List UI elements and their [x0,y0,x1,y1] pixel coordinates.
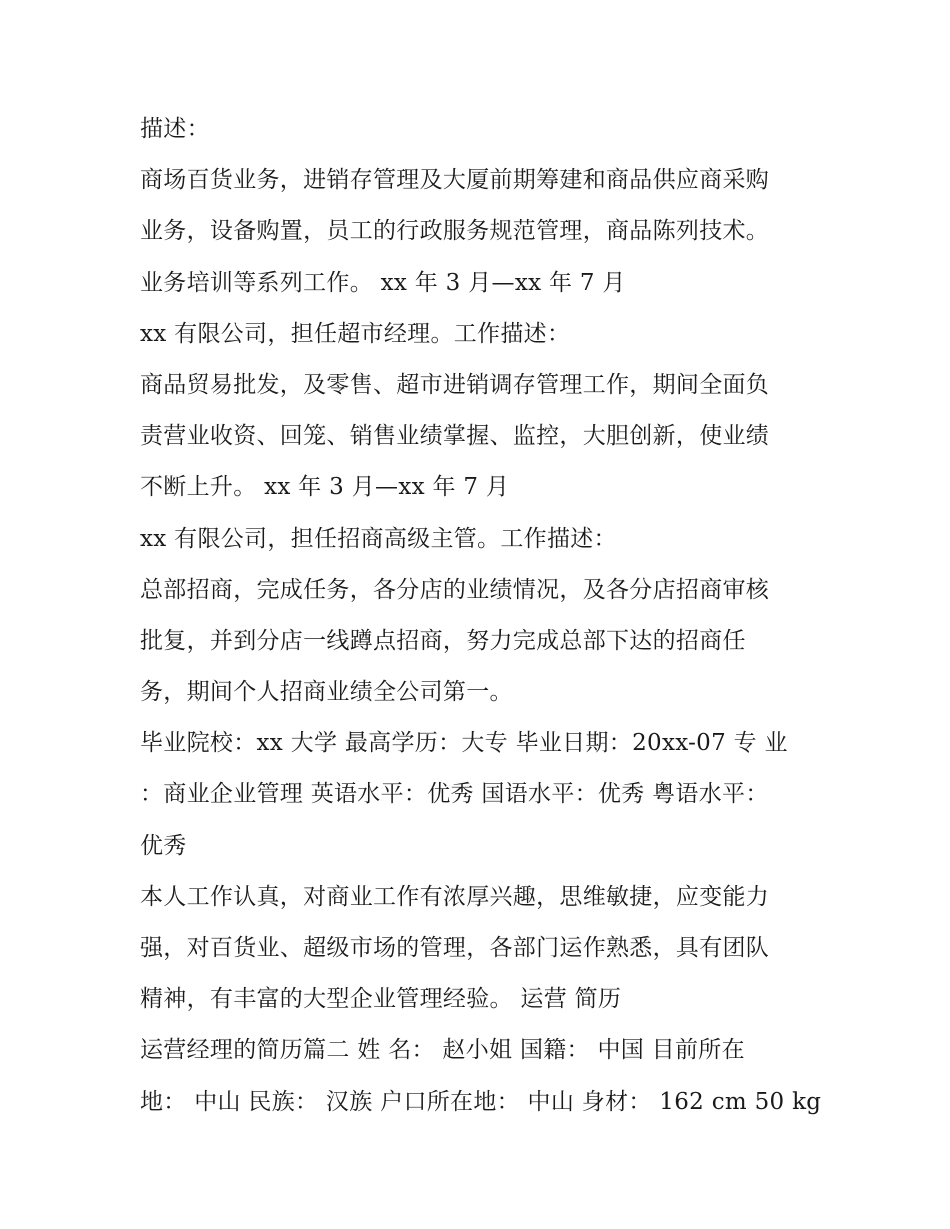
text-line: 地： 中山 民族： 汉族 户口所在地： 中山 身材： 162 cm 50 kg [140,1088,822,1115]
text-line: 优秀 [140,832,187,859]
text-line: 商品贸易批发，及零售、超市进销调存管理工作，期间全面负 [140,371,770,398]
text-line: xx 有限公司，担任招商高级主管。工作描述： [140,525,617,552]
text-line: 批复，并到分店一线蹲点招商，努力完成总部下达的招商任 [140,627,746,654]
text-line: 精神，有丰富的大型企业管理经验。 运营 简历 [140,986,622,1013]
text-line: ：商业企业管理 英语水平：优秀 国语水平：优秀 粤语水平： [140,781,769,808]
text-line: 业务培训等系列工作。 xx 年 3 月—xx 年 7 月 [140,269,626,296]
text-line: 商场百货业务，进销存管理及大厦前期筹建和商品供应商采购 [140,167,770,194]
text-line: 强，对百货业、超级市场的管理，各部门运作熟悉，具有团队 [140,935,770,961]
text-line: 业务，设备购置，员工的行政服务规范管理，商品陈列技术。 [140,218,770,245]
text-line: 不断上升。 xx 年 3 月—xx 年 7 月 [140,474,510,501]
text-line: 运营经理的简历篇二 姓 名： 赵小姐 国籍： 中国 目前所在 [140,1037,745,1064]
text-line: 描述： [140,116,210,142]
text-line: 责营业收资、回笼、销售业绩掌握、监控，大胆创新，使业绩 [140,423,770,450]
document-body [140,104,820,1128]
text-line: 务，期间个人招商业绩全公司第一。 [140,679,513,706]
text-line: 毕业院校：xx 大学 最高学历：大专 毕业日期：20xx-07 专 业 [140,730,788,757]
text-line: 本人工作认真，对商业工作有浓厚兴趣，思维敏捷，应变能力 [140,883,770,910]
text-line: xx 有限公司，担任超市经理。工作描述： [140,320,571,347]
text-line: 总部招商，完成任务，各分店的业绩情况，及各分店招商审核 [140,576,770,603]
